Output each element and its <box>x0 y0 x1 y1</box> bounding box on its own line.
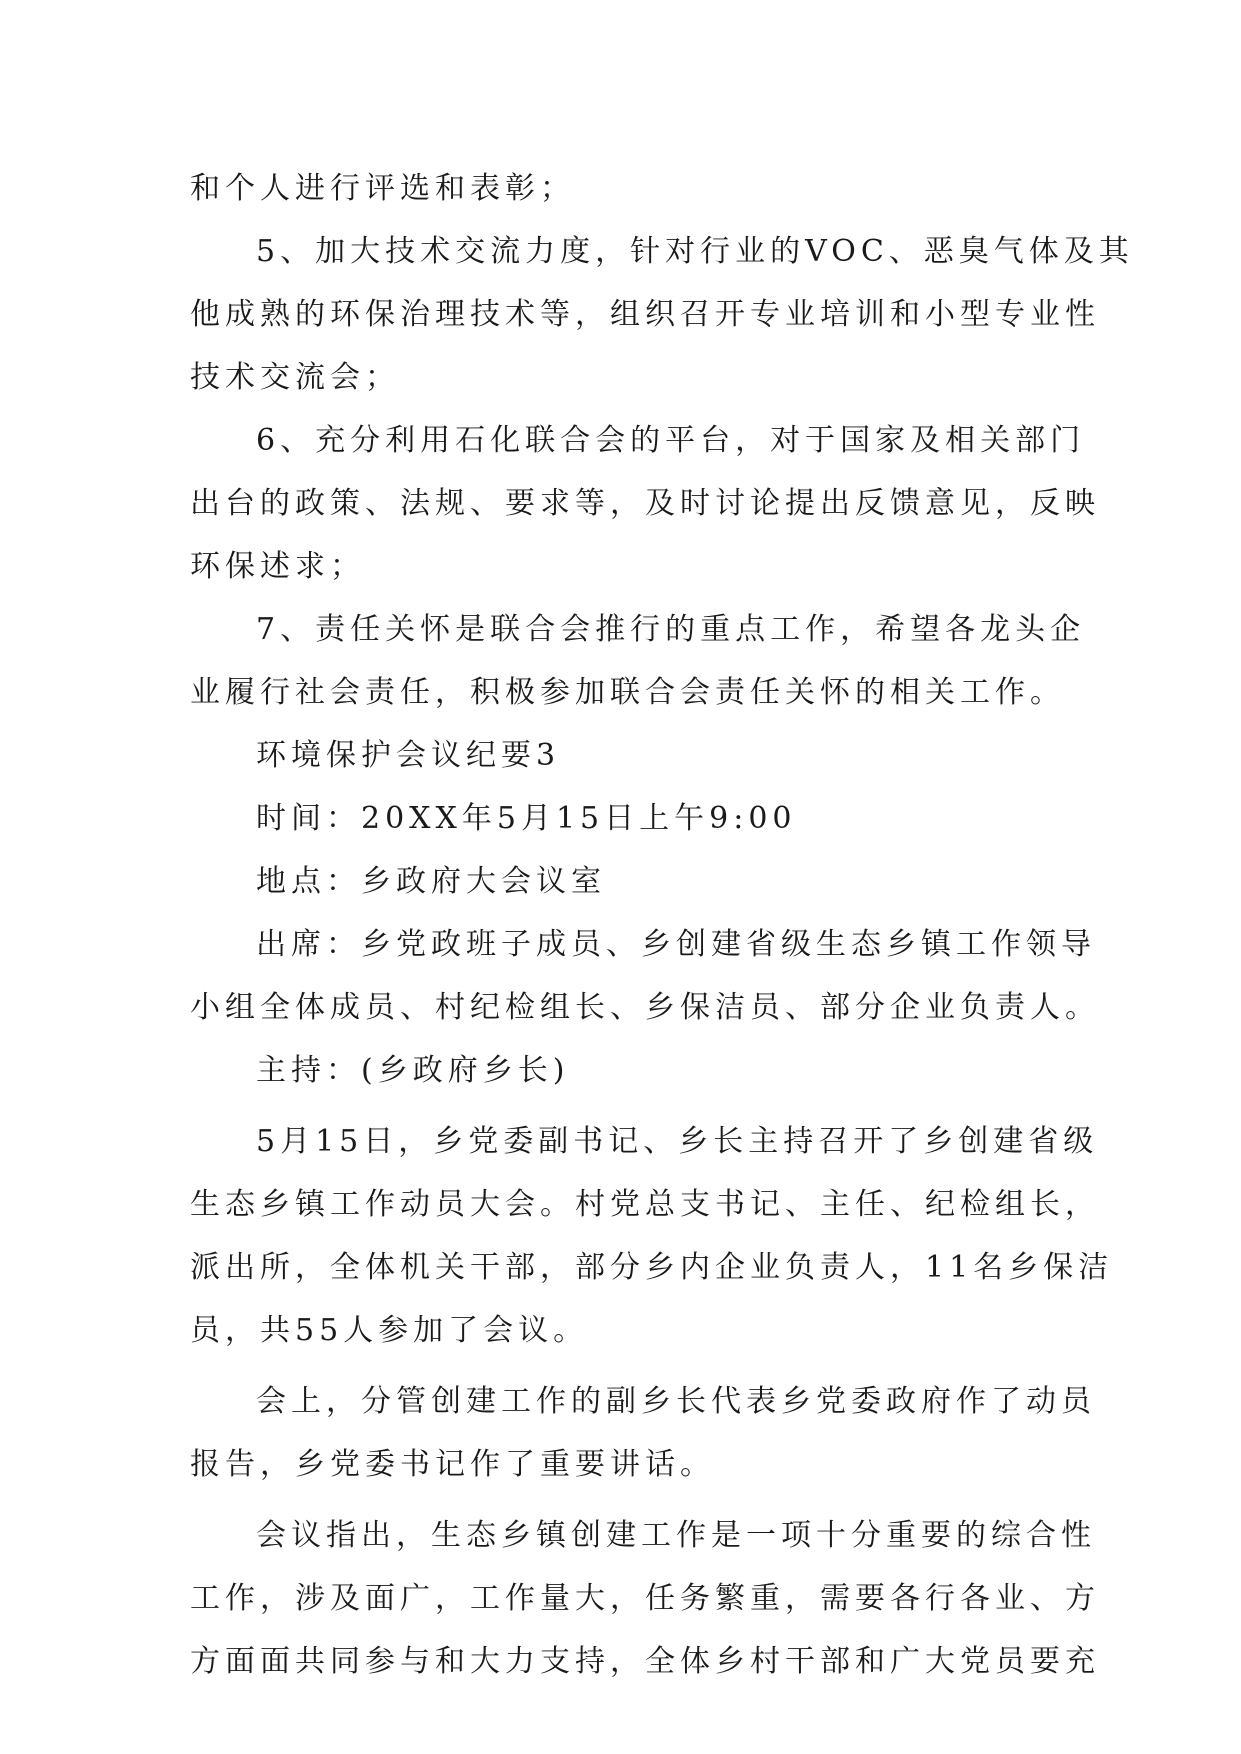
meeting-host: 主持：(乡政府乡长) <box>256 1053 570 1088</box>
meeting-time: 时间：20XX年5月15日上午9:00 <box>256 801 797 836</box>
text-line: 6、充分利用石化联合会的平台，对于国家及相关部门 <box>256 423 1086 458</box>
text-line: 和个人进行评选和表彰； <box>190 171 575 206</box>
text-line: 环保述求； <box>190 549 365 584</box>
text-line: 5、加大技术交流力度，针对行业的VOC、恶臭气体及其 <box>256 234 1134 269</box>
text-line: 派出所，全体机关干部，部分乡内企业负责人，11名乡保洁 <box>190 1250 1114 1285</box>
text-line: 方面面共同参与和大力支持，全体乡村干部和广大党员要充 <box>190 1644 1100 1679</box>
text-line: 7、责任关怀是联合会推行的重点工作，希望各龙头企 <box>256 612 1086 647</box>
document-body <box>190 157 1134 1693</box>
text-line: 会议指出，生态乡镇创建工作是一项十分重要的综合性 <box>256 1518 1096 1553</box>
text-line: 员，共55人参加了会议。 <box>190 1313 589 1348</box>
text-line: 出台的政策、法规、要求等，及时讨论提出反馈意见，反映 <box>190 486 1100 521</box>
text-line: 技术交流会； <box>190 360 400 395</box>
text-line: 工作，涉及面广，工作量大，任务繁重，需要各行各业、方 <box>190 1581 1100 1616</box>
meeting-attendees: 出席：乡党政班子成员、乡创建省级生态乡镇工作领导 <box>256 927 1096 962</box>
text-line: 报告，乡党委书记作了重要讲话。 <box>190 1447 715 1482</box>
text-line: 会上，分管创建工作的副乡长代表乡党委政府作了动员 <box>256 1384 1096 1419</box>
text-line: 小组全体成员、村纪检组长、乡保洁员、部分企业负责人。 <box>190 990 1100 1025</box>
text-line: 他成熟的环保治理技术等，组织召开专业培训和小型专业性 <box>190 297 1100 332</box>
section-heading: 环境保护会议纪要3 <box>256 738 561 773</box>
meeting-location: 地点：乡政府大会议室 <box>256 864 606 899</box>
text-line: 生态乡镇工作动员大会。村党总支书记、主任、纪检组长， <box>190 1187 1100 1222</box>
text-line: 业履行社会责任，积极参加联合会责任关怀的相关工作。 <box>190 675 1065 710</box>
text-line: 5月15日，乡党委副书记、乡长主持召开了乡创建省级 <box>256 1124 1099 1159</box>
